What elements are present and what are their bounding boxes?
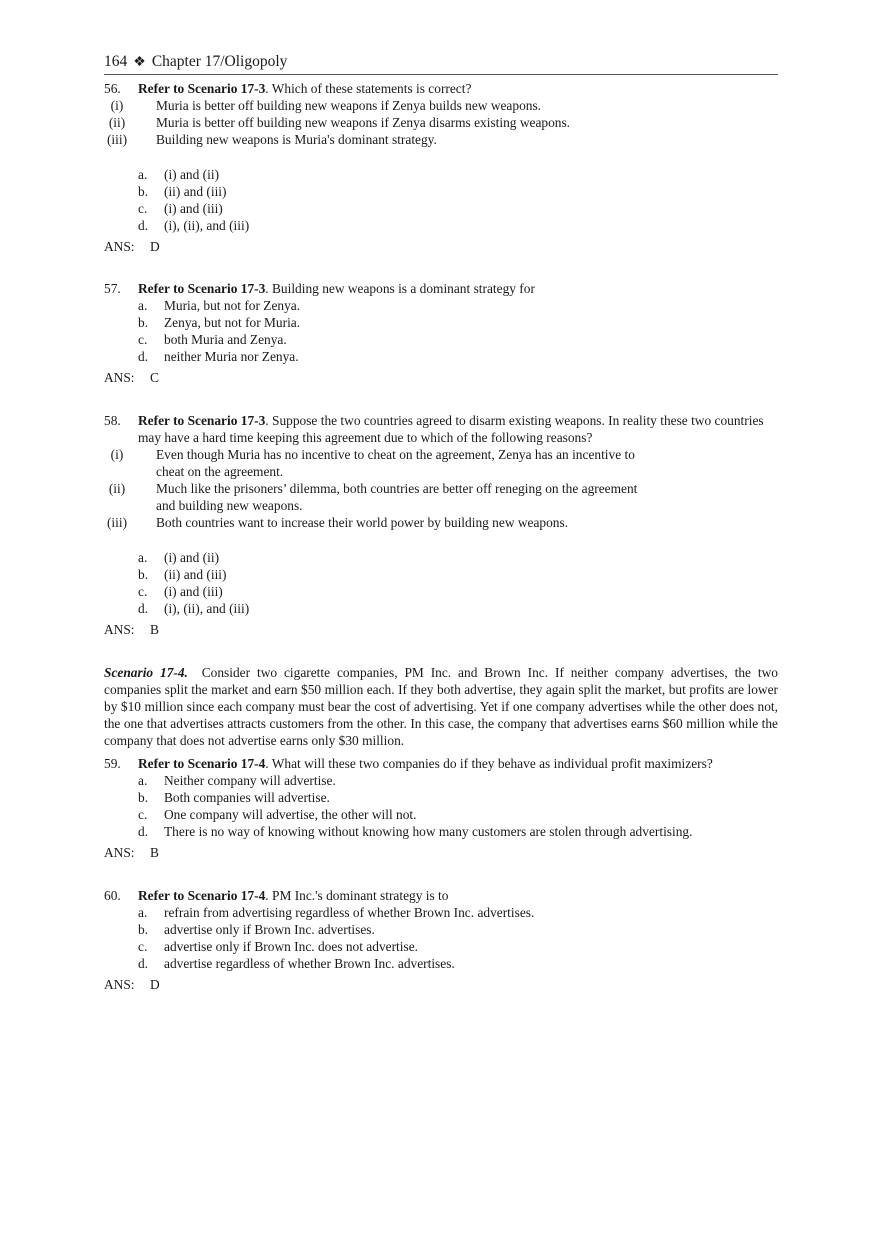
scenario-title: Scenario 17-4. <box>104 665 188 680</box>
question-59 <box>104 755 778 772</box>
answer-options <box>138 297 778 365</box>
answer-key: ANS: B <box>104 622 159 637</box>
option-a: a. Muria, but not for Zenya. <box>138 298 301 313</box>
question-number: 60. <box>104 888 121 903</box>
scenario-ref: Refer to Scenario 17-3 <box>138 413 266 428</box>
question-57 <box>104 280 778 297</box>
option-b: b. (ii) and (iii) <box>138 567 227 582</box>
option-a: a. Neither company will advertise. <box>138 773 336 788</box>
option-c: c. advertise only if Brown Inc. does not advertise. <box>138 939 418 954</box>
option-d: d. advertise regardless of whether Brown Inc. advertises. <box>138 956 455 971</box>
option-c: c. (i) and (iii) <box>138 584 223 599</box>
option-c: c. One company will advertise, the other will not. <box>138 807 417 822</box>
answer-options <box>138 549 778 617</box>
answer-key: ANS: C <box>104 370 159 385</box>
chapter-title: Chapter 17/Oligopoly <box>151 53 288 70</box>
option-a: a. (i) and (ii) <box>138 550 220 565</box>
answer-key: ANS: D <box>104 239 160 254</box>
answer-key: ANS: B <box>104 845 159 860</box>
option-b: b. Zenya, but not for Muria. <box>138 315 301 330</box>
option-a: a. (i) and (ii) <box>138 167 220 182</box>
option-a: a. refrain from advertising regardless of whether Brown Inc. advertises. <box>138 905 535 920</box>
option-c: c. (i) and (iii) <box>138 201 223 216</box>
roman-item: (iii) Both countries want to increase their world power by building new weapons. <box>106 515 569 530</box>
answer-options <box>138 166 778 234</box>
question-58 <box>104 412 778 446</box>
scenario-ref: Refer to Scenario 17-4 <box>138 888 266 903</box>
option-b: b. Both companies will advertise. <box>138 790 330 805</box>
question-number: 57. <box>104 281 121 296</box>
question-number: 58. <box>104 413 121 428</box>
document-page <box>104 52 778 993</box>
option-c: c. both Muria and Zenya. <box>138 332 287 347</box>
roman-item: (ii) Muria is better off building new weapons if Zenya disarms existing weapons. <box>108 115 571 130</box>
roman-item: (iii) Building new weapons is Muria's dominant strategy. <box>106 132 437 147</box>
question-stem: Refer to Scenario 17-3. Which of these statements is correct? <box>138 81 472 96</box>
question-number: 59. <box>104 756 121 771</box>
scenario-ref: Refer to Scenario 17-4 <box>138 756 266 771</box>
question-60 <box>104 887 778 904</box>
question-stem: Refer to Scenario 17-4. PM Inc.'s dominant strategy is to <box>138 888 449 903</box>
roman-item: (i) Muria is better off building new weapons if Zenya builds new weapons. <box>110 98 542 113</box>
option-b: b. (ii) and (iii) <box>138 184 227 199</box>
page-number: 164 <box>104 53 128 70</box>
scenario-ref: Refer to Scenario 17-3 <box>138 81 266 96</box>
answer-options <box>138 772 778 840</box>
option-d: d. There is no way of knowing without knowing how many customers are stolen through advertising. <box>138 824 693 839</box>
answer-options <box>138 904 778 972</box>
diamond-icon: ❖ <box>133 55 146 70</box>
scenario-paragraph <box>104 664 778 749</box>
question-number: 56. <box>104 81 121 96</box>
question-stem: Refer to Scenario 17-3. Building new weapons is a dominant strategy for <box>138 281 535 296</box>
scenario-ref: Refer to Scenario 17-3 <box>138 281 266 296</box>
question-stem: Refer to Scenario 17-3. Suppose the two countries agreed to disarm existing weapons. In reality these two countries may have a hard time keeping this agreement due to which of the following reasons? <box>138 413 764 445</box>
scenario-text: Consider two cigarette companies, PM Inc. and Brown Inc. If neither company advertises, the two companies split the market and earn $50 million each. If they both advertise, they again split the market, but profits are lower by $10 million since each company must bear the cost of advertising. Yet if one company advertises while the other does not, the one that advertises attracts customers from the other. In this case, the company that advertises earns $60 million while the company that does not advertise earns only $30 million. <box>104 665 778 748</box>
option-d: d. neither Muria nor Zenya. <box>138 349 299 364</box>
roman-item: (ii) Much like the prisoners’ dilemma, both countries are better off reneging on the agreement and building new weapons. <box>108 481 638 513</box>
question-stem: Refer to Scenario 17-4. What will these two companies do if they behave as individual profit maximizers? <box>138 756 713 771</box>
option-b: b. advertise only if Brown Inc. advertises. <box>138 922 375 937</box>
option-d: d. (i), (ii), and (iii) <box>138 218 250 233</box>
page-header <box>104 52 778 75</box>
roman-item: (i) Even though Muria has no incentive to cheat on the agreement, Zenya has an incentive to cheat on the agreement. <box>110 447 635 479</box>
answer-key: ANS: D <box>104 977 160 992</box>
option-d: d. (i), (ii), and (iii) <box>138 601 250 616</box>
question-56 <box>104 80 778 97</box>
